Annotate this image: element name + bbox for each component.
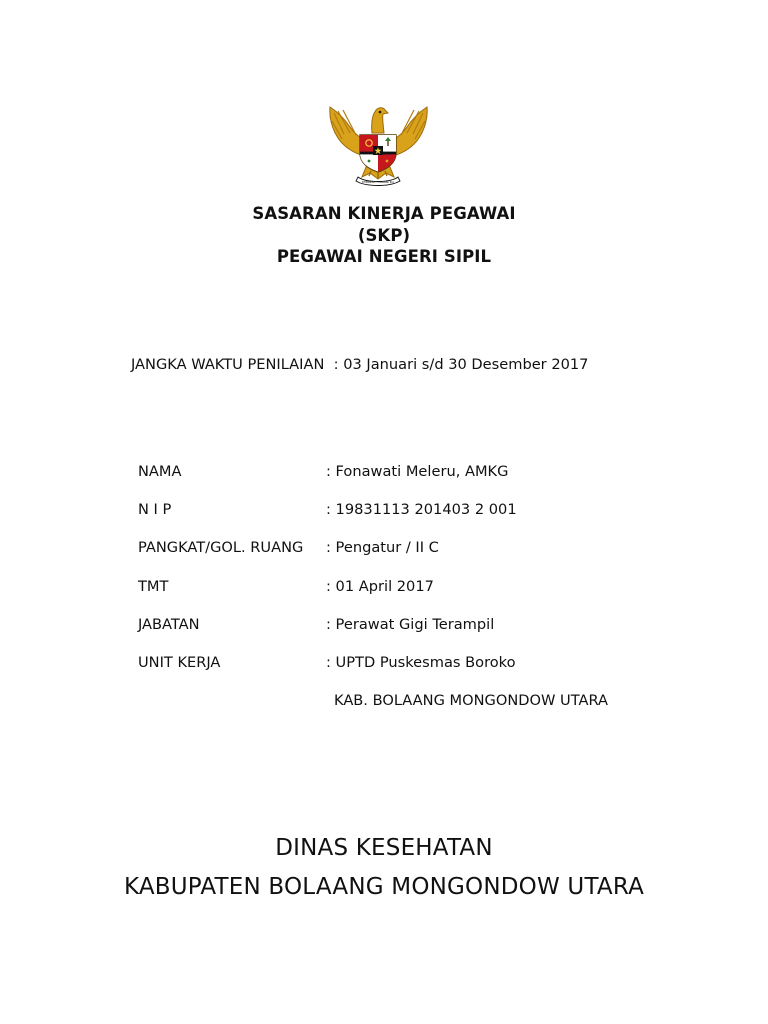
field-value-pangkat: : Pengatur / II C xyxy=(326,539,439,556)
field-value-jabatan: : Perawat Gigi Terampil xyxy=(326,616,495,633)
field-label-pangkat: PANGKAT/GOL. RUANG xyxy=(138,539,304,556)
field-label-tmt: TMT xyxy=(138,578,169,595)
field-value-unit-kerja-continuation: KAB. BOLAANG MONGONDOW UTARA xyxy=(334,692,609,709)
document-title xyxy=(0,203,768,268)
field-value-nama: : Fonawati Meleru, AMKG xyxy=(326,463,509,480)
assessment-period xyxy=(131,356,588,373)
field-label-jabatan: JABATAN xyxy=(138,616,200,633)
title-line-2: (SKP) xyxy=(357,225,411,245)
title-line-1: SASARAN KINERJA PEGAWAI xyxy=(252,204,516,223)
field-label-nip: N I P xyxy=(138,501,172,518)
field-label-nama: NAMA xyxy=(138,463,182,480)
regency-name: KABUPATEN BOLAANG MONGONDOW UTARA xyxy=(123,874,645,900)
period-value: : 03 Januari s/d 30 Desember 2017 xyxy=(324,356,589,373)
emblem-ribbon-text: BHINNEKA TUNGGAL IKA xyxy=(362,181,394,184)
organization-name: DINAS KESEHATAN xyxy=(275,835,493,861)
title-line-3: PEGAWAI NEGERI SIPIL xyxy=(276,247,492,266)
field-value-tmt: : 01 April 2017 xyxy=(326,578,434,595)
field-value-unit-kerja: : UPTD Puskesmas Boroko xyxy=(326,654,516,671)
garuda-emblem-icon xyxy=(326,101,431,187)
period-label: JANGKA WAKTU PENILAIAN xyxy=(131,356,325,373)
field-value-nip: : 19831113 201403 2 001 xyxy=(326,501,517,518)
field-label-unit-kerja: UNIT KERJA xyxy=(138,654,221,671)
